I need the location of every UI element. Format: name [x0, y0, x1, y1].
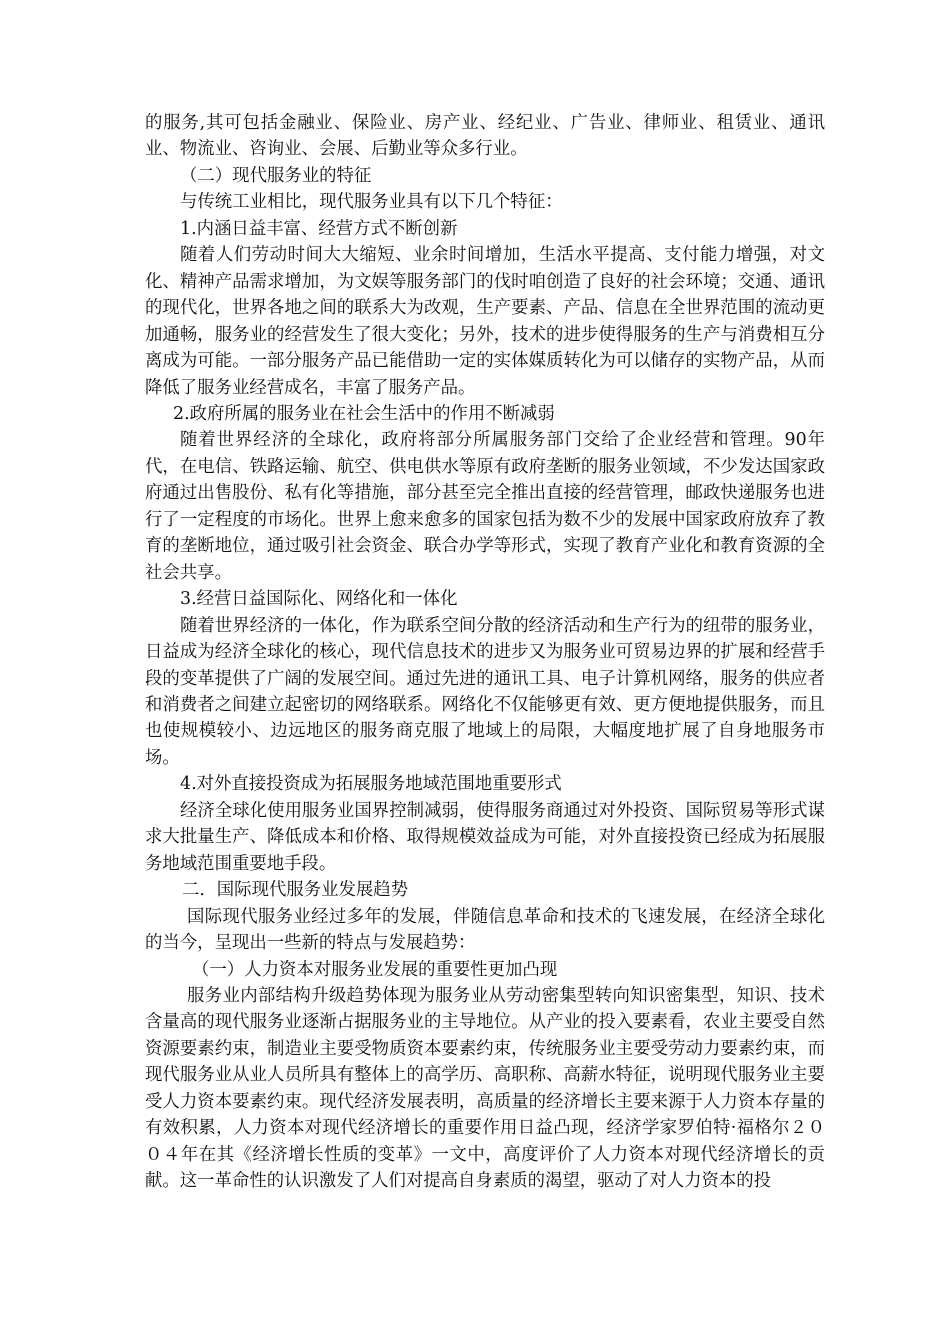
subheading-feature-4: 4.对外直接投资成为拓展服务地域范围地重要形式: [180, 774, 562, 795]
subheading-human-capital: （一）人力资本对服务业发展的重要性更加凸现: [192, 959, 558, 980]
paragraph-trends-intro: 国际现代服务业经过多年的发展，伴随信息革命和技术的飞速发展，在经济全球化的当今，呈现出一些新的特点与发展趋势：: [145, 906, 825, 954]
paragraph-feature-4-body: 经济全球化使用服务业国界控制减弱，使得服务商通过对外投资、国际贸易等形式谋求大批量生产、降低成本和价格、取得规模效益成为可能，对外直接投资已经成为拓展服务地域范围重要地手段。: [145, 800, 825, 874]
paragraph-human-capital-body: 服务业内部结构升级趋势体现为服务业从劳动密集型转向知识密集型，知识、技术含量高的现代服务业逐渐占据服务业的主导地位。从产业的投入要素看，农业主要受自然资源要素约束，制造业主要受物质资本要素约束，传统服务业主要受劳动力要素约束，而现代服务业从业人员所具有整体上的高学历、高职称、高薪水特征，说明现代服务业主要受人力资本要素约束。现代经济发展表明，高质量的经济增长主要来源于人力资本存量的有效积累，人力资本对现代经济增长的重要作用日益凸现，经济学家罗伯特·福格尔２００４年在其《经济增长性质的变革》一文中，高度评价了人力资本对现代经济增长的贡献。这一革命性的认识激发了人们对提高自身素质的渴望，驱动了对人力资本的投: [145, 985, 825, 1192]
subheading-feature-3: 3.经营日益国际化、网络化和一体化: [180, 589, 458, 610]
subheading-feature-1: 1.内涵日益丰富、经营方式不断创新: [180, 218, 458, 239]
section-heading-modern-service-features: （二）现代服务业的特征: [180, 165, 372, 186]
paragraph-features-intro: 与传统工业相比，现代服务业具有以下几个特征：: [180, 192, 563, 213]
paragraph-feature-2-body: 随着世界经济的全球化，政府将部分所属服务部门交给了企业经营和管理。90年代，在电信、铁路运输、航空、供电供水等原有政府垄断的服务业领域，不少发达国家政府通过出售股份、私有化等措施，部分甚至完全推出直接的经营管理，邮政快递服务也进行了一定程度的市场化。世界上愈来愈多的国家包括为数不少的发展中国家政府放弃了教育的垄断地位，通过吸引社会资金、联合办学等形式，实现了教育产业化和教育资源的全社会共享。: [145, 430, 825, 583]
paragraph-feature-1-body: 随着人们劳动时间大大缩短、业余时间增加，生活水平提高、支付能力增强，对文化、精神产品需求增加，为文娱等服务部门的伐时咱创造了良好的社会环境；交通、通讯的现代化，世界各地之间的联系大为改观，生产要素、产品、信息在全世界范围的流动更加通畅，服务业的经营发生了很大变化；另外，技术的进步使得服务的生产与消费相互分离成为可能。一部分服务产品已能借助一定的实体媒质转化为可以储存的实物产品，从而降低了服务业经营成名，丰富了服务产品。: [145, 245, 825, 398]
document-page: [145, 110, 825, 1195]
paragraph-service-industries-list: 的服务,其可包括金融业、保险业、房产业、经纪业、广告业、律师业、租赁业、通讯业、物流业、咨询业、会展、后勤业等众多行业。: [145, 113, 825, 160]
subheading-feature-2: 2.政府所属的服务业在社会生活中的作用不断减弱: [173, 403, 555, 424]
paragraph-feature-3-body: 随着世界经济的一体化，作为联系空间分散的经济活动和生产行为的纽带的服务业，日益成为经济全球化的核心，现代信息技术的进步又为服务业可贸易边界的扩展和经营手段的变革提供了广阔的发展空间。通过先进的通讯工具、电子计算机网络，服务的供应者和消费者之间建立起密切的网络联系。网络化不仅能够更有效、更方便地提供服务，而且也使规模较小、边远地区的服务商克服了地域上的局限，大幅度地扩展了自身地服务市场。: [145, 615, 825, 768]
section-heading-international-trends: 二．国际现代服务业发展趋势: [182, 880, 409, 901]
